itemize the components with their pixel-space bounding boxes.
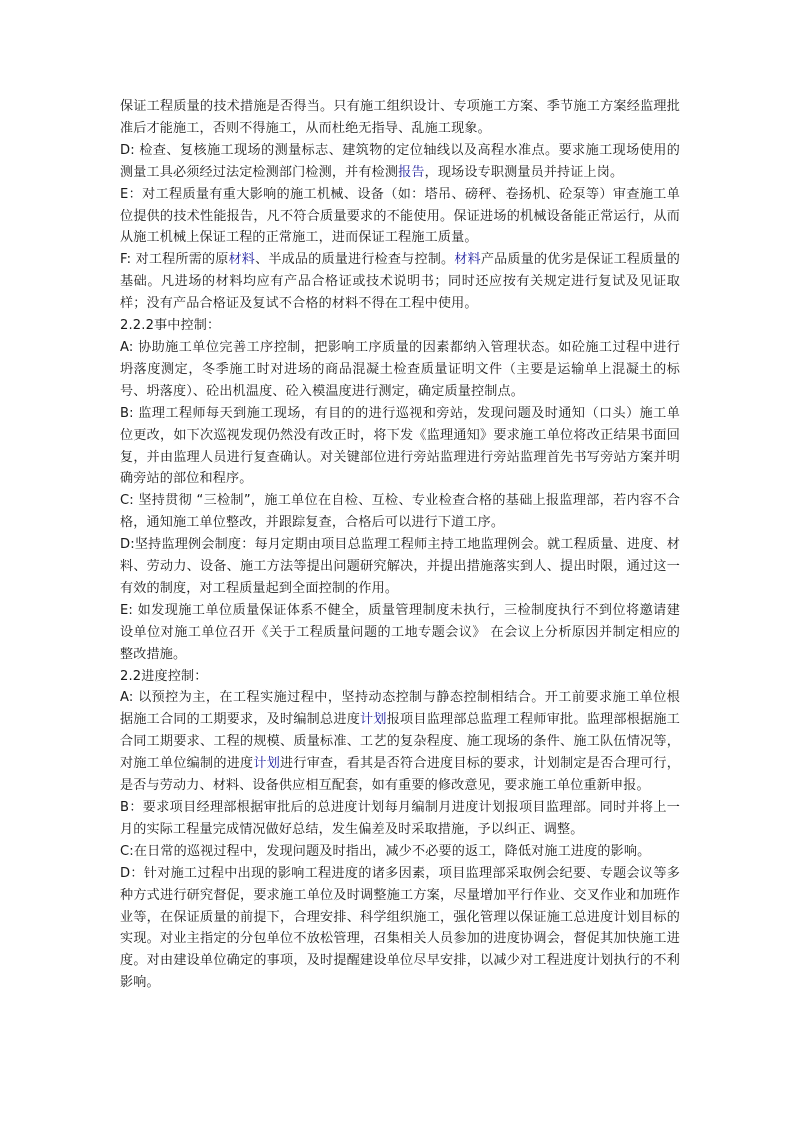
paragraph <box>120 184 680 250</box>
paragraph <box>120 96 680 140</box>
paragraph-text: 2.2.2事中控制： <box>120 318 221 334</box>
paragraph-text: 进行审查，看其是否符合进度目标的要求，计划制定是否合理可行，是否与劳动力、材料、设备供应相互配套，如有重要的修改意见，要求施工单位重新申报。 <box>120 756 680 794</box>
paragraph-text: 产品质量的优劣是保证工程质量的基础。凡进场的材料均应有产品合格证或技术说明书；同时还应按有关规定进行复试及见证取样；没有产品合格证及复试不合格的材料不得在工程中使用。 <box>120 252 680 312</box>
section-heading <box>120 666 680 688</box>
paragraph <box>120 687 680 797</box>
paragraph-text: 保证工程质量的技术措施是否得当。只有施工组织设计、专项施工方案、季节施工方案经监理批准后才能施工，否则不得施工，从而杜绝无指导、乱施工现象。 <box>120 99 680 136</box>
paragraph-text: 报项目监理部总监理工程师审批。监理部根据施工合同工期要求、工程的规模、质量标准、工艺的复杂程度、施工现场的条件、施工队伍情况等，对施工单位编制的进度 <box>120 712 680 772</box>
paragraph-text: 、半成品的质量进行检查与控制。 <box>255 252 455 268</box>
section-heading <box>120 315 680 337</box>
paragraph <box>120 490 680 534</box>
paragraph <box>120 534 680 600</box>
paragraph-text: A: 协助施工单位完善工序控制，把影响工序质量的因素都纳入管理状态。如砼施工过程中进行坍落度测定，冬季施工时对进场的商品混凝土检查质量证明文件（主要是运输单上混凝土的标号、坍落度）、砼出机温度、砼入模温度进行测定，确定质量控制点。 <box>120 339 680 399</box>
paragraph-text: F: 对工程所需的原 <box>120 252 229 268</box>
paragraph-text: C:在日常的巡视过程中，发现问题及时指出，减少不必要的返工，降低对施工进度的影响。 <box>120 843 651 859</box>
paragraph-text: E：对工程质量有重大影响的施工机械、设备（如：塔吊、磅秤、卷扬机、砼泵等）审查施工单位提供的技术性能报告，凡不符合质量要求的不能使用。保证进场的机械设备能正常运行，从而从施工机械上保证工程的正常施工，进而保证工程施工质量。 <box>120 186 680 246</box>
paragraph-text: D:坚持监理例会制度：每月定期由项目总监理工程师主持工地监理例会。就工程质量、进度、材料、劳动力、设备、施工方法等提出问题研究解决，并提出措施落实到人、提出时限，通过这一有效的制度，对工程质量起到全面控制的作用。 <box>120 537 680 596</box>
paragraph <box>120 140 680 184</box>
keyword-link[interactable]: 材料 <box>228 252 256 268</box>
paragraph <box>120 841 680 863</box>
paragraph-text: E: 如发现施工单位质量保证体系不健全，质量管理制度未执行，三检制度执行不到位将邀请建设单位对施工单位召开《关于工程质量问题的工地专题会议》 在会议上分析原因并制定相应的整改措施。 <box>120 602 680 662</box>
paragraph-text: B: 监理工程师每天到施工现场，有目的的进行巡视和旁站，发现问题及时通知（口头）施工单位更改，如下次巡视发现仍然没有改正时，将下发《监理通知》要求施工单位将改正结果书面回复，并由监理人员进行复查确认。对关键部位进行旁站监理进行旁站监理首先书写旁站方案并明确旁站的部位和程序。 <box>120 405 680 487</box>
paragraph <box>120 403 680 491</box>
keyword-link[interactable]: 报告 <box>398 164 425 180</box>
paragraph <box>120 863 680 994</box>
paragraph-text: B：要求项目经理部根据审批后的总进度计划每月编制月进度计划报项目监理部。同时并将上一月的实际工程量完成情况做好总结，发生偏差及时采取措施，予以纠正、调整。 <box>120 800 680 837</box>
keyword-link[interactable]: 材料 <box>454 252 481 268</box>
keyword-link[interactable]: 计划 <box>253 756 281 772</box>
paragraph-text: A: 以预控为主，在工程实施过程中，坚持动态控制与静态控制相结合。开工前要求施工单位根据施工合同的工期要求，及时编制总进度 <box>120 690 680 728</box>
keyword-link[interactable]: 计划 <box>360 712 387 728</box>
paragraph-text: C: 坚持贯彻 “三检制”，施工单位在自检、互检、专业检查合格的基础上报监理部，若内容不合格，通知施工单位整改，并跟踪复查，合格后可以进行下道工序。 <box>120 493 680 531</box>
paragraph-text: D：针对施工过程中出现的影响工程进度的诸多因素，项目监理部采取例会纪要、专题会议等多种方式进行研究督促，要求施工单位及时调整施工方案，尽量增加平行作业、交叉作业和加班作业等，在保证质量的前提下，合理安排、科学组织施工，强化管理以保证施工总进度计划目标的实现。对业主指定的分包单位不放松管理，召集相关人员参加的进度协调会，督促其加快施工进度。对由建设单位确定的事项，及时提醒建设单位尽早安排，以减少对工程进度计划执行的不利影响。 <box>120 865 680 991</box>
paragraph-text: 2.2进度控制： <box>120 668 208 684</box>
paragraph-text: D: 检查、复核施工现场的测量标志、建筑物的定位轴线以及高程水准点。要求施工现场使用的测量工具必须经过法定检测部门检测，并有检测 <box>120 142 680 180</box>
paragraph <box>120 600 680 666</box>
document-body <box>120 96 680 994</box>
paragraph <box>120 797 680 841</box>
paragraph-text: ，现场设专职测量员并持证上岗。 <box>424 164 624 180</box>
paragraph <box>120 249 680 315</box>
paragraph <box>120 337 680 403</box>
